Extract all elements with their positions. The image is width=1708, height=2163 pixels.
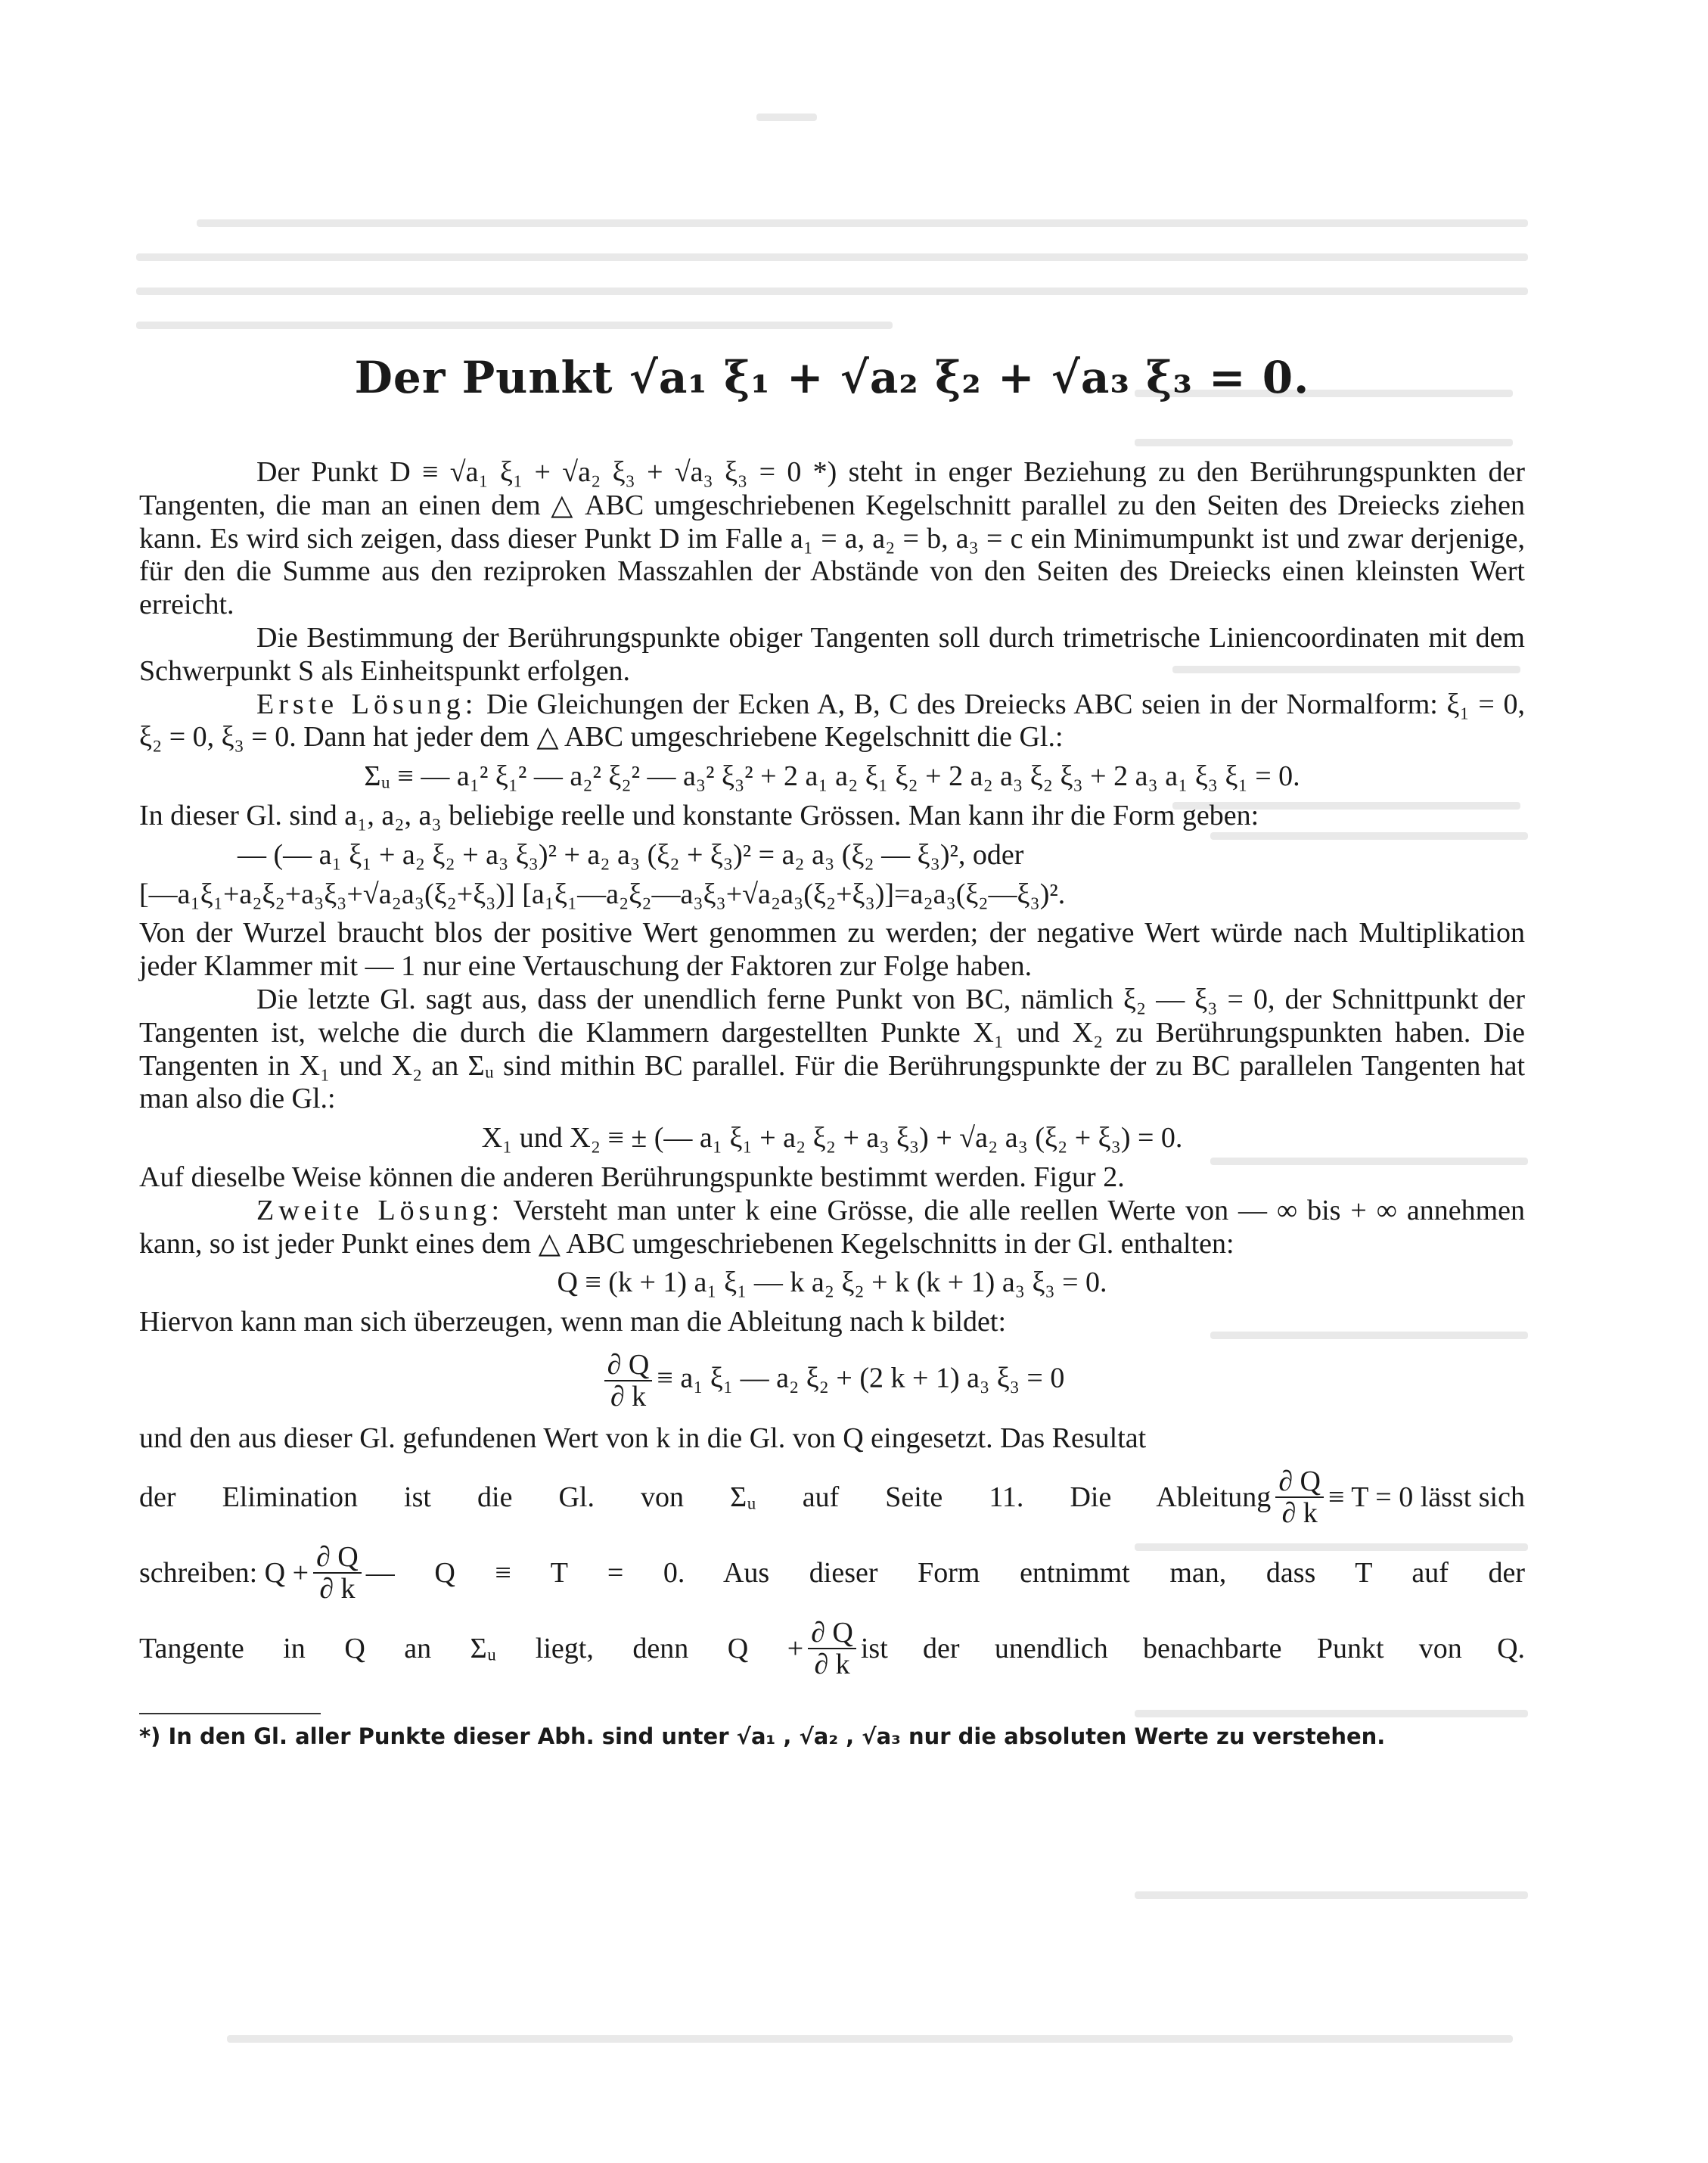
derivative-rest: ≡ a₁ ξ₁ — a₂ ξ₂ + (2 k + 1) a₃ ξ₃ = 0: [657, 1362, 1065, 1394]
first-solution-text: Die Gleichungen der Ecken A, B, C des Dreiecks ABC seien in der Normalform: ξ₁ = 0, ξ₂ = 0, ξ₃ = 0. Dann hat jeder dem △ ABC umgeschriebene Kegelschnitt die Gl.:: [139, 688, 1525, 754]
paragraph-elimination: und den aus dieser Gl. gefundenen Wert von k in die Gl. von Q eingesetzt. Das Resultat: [139, 1422, 1147, 1454]
paragraph-figure-ref: Auf dieselbe Weise können die anderen Berührungspunkte bestimmt werden. Figur 2.: [139, 1161, 1125, 1193]
paragraph-constants: In dieser Gl. sind a₁, a₂, a₃ beliebige reelle und konstante Grössen. Man kann ihr die Form geben:: [139, 799, 1259, 831]
section-title: Der Punkt √a₁ ξ₁ + √a₂ ξ₂ + √a₃ ξ₃ = 0.: [354, 352, 1310, 403]
paragraph-first-solution: [139, 688, 1525, 755]
page-content: [139, 352, 1525, 1749]
equation-factored: [—a₁ξ₁+a₂ξ₂+a₃ξ₃+√a₂a₃(ξ₂+ξ₃)] [a₁ξ₁—a₂ξ₂—a₃ξ₃+√a₂a₃(ξ₂+ξ₃)]=a₂a₃(ξ₂—ξ₃)².: [139, 878, 1066, 910]
derivative-fraction: $\frac{\partial Q}{\partial k}$: [604, 1350, 653, 1412]
paragraph-intro: Der Punkt D ≡ √a₁ ξ₁ + √a₂ ξ₃ + √a₃ ξ₃ = 0 *) steht in enger Beziehung zu den Berührungspunkten der Tangenten, die man an einen dem △ ABC umgeschriebenen Kegelschnitt parallel zu den Seiten des Dreiecks ziehen kann. Es wird sich zeigen, dass dieser Punkt D im Falle a₁ = a, a₂ = b, a₃ = c ein Minimumpunkt ist und zwar derjenige, für den die Summe aus den reziproken Masszahlen der Abstände von den Seiten des Dreiecks einen kleinsten Wert erreicht.: [139, 456, 1525, 621]
line-tangent: Tangente in Q an Σᵤ liegt, denn Q + $\frac{\partial Q}{\partial k}$ ist der unendlich benachbarte Punkt von Q.: [139, 1616, 1526, 1680]
paragraph-tangents: Die letzte Gl. sagt aus, dass der unendlich ferne Punkt von BC, nämlich ξ₂ — ξ₃ = 0, der Schnittpunkt der Tangenten ist, welche die durch die Klammern dargestellten Punkte X₁ und X₂ zu Berührungspunkten haben. Die Tangenten in X₁ und X₂ an Σᵤ sind mithin BC parallel. Für die Berührungspunkte der zu BC parallelen Tangenten hat man also die Gl.:: [139, 983, 1525, 1115]
first-solution-label: Erste Lösung:: [256, 688, 478, 720]
equation-derivative: [139, 1350, 1525, 1412]
derivative-fraction-3: $\frac{\partial Q}{\partial k}$: [313, 1542, 362, 1604]
footnote: *) In den Gl. aller Punkte dieser Abh. sind unter √a₁ , √a₂ , √a₃ nur die absoluten Werte zu verstehen.: [139, 1723, 1386, 1749]
equation-form: — (— a₁ ξ₁ + a₂ ξ₂ + a₃ ξ₃)² + a₂ a₃ (ξ₂ + ξ₃)² = a₂ a₃ (ξ₂ — ξ₃)², oder: [238, 838, 1024, 871]
derivative-fraction-4: $\frac{\partial Q}{\partial k}$: [808, 1618, 856, 1680]
paragraph-root: Von der Wurzel braucht blos der positive Wert genommen zu werden; der negative Wert würde nach Multiplikation jeder Klammer mit — 1 nur eine Vertauschung der Faktoren zur Folge haben.: [139, 917, 1525, 983]
paragraph-second-solution: [139, 1195, 1525, 1261]
line-elimination-derivative: der Elimination ist die Gl. von Σᵤ auf Seite 11. Die Ableitung $\frac{\partial Q}{\partial k}$ ≡ T = 0 lässt sich: [139, 1465, 1525, 1529]
paragraph-determination: Die Bestimmung der Berührungspunkte obiger Tangenten soll durch trimetrische Liniencoordinaten mit dem Schwerpunkt S als Einheitspunkt erfolgen.: [139, 621, 1525, 687]
second-solution-label: Zweite Lösung:: [256, 1194, 505, 1226]
line-rewrite: schreiben: Q + $\frac{\partial Q}{\partial k}$ — Q ≡ T = 0. Aus dieser Form entnimmt man, dass T auf der: [139, 1540, 1525, 1605]
equation-q: Q ≡ (k + 1) a₁ ξ₁ — k a₂ ξ₂ + k (k + 1) a₃ ξ₃ = 0.: [557, 1266, 1107, 1299]
equation-conic: Σᵤ ≡ — a₁² ξ₁² — a₂² ξ₂² — a₃² ξ₃² + 2 a₁ a₂ ξ₁ ξ₂ + 2 a₂ a₃ ξ₂ ξ₃ + 2 a₃ a₁ ξ₃ ξ₁ = 0.: [364, 760, 1300, 793]
footnote-divider: [139, 1713, 321, 1714]
second-solution-text: Versteht man unter k eine Grösse, die alle reellen Werte von — ∞ bis + ∞ annehmen kann, so ist jeder Punkt eines dem △ ABC umgeschriebenen Kegelschnitts in der Gl. enthalten:: [139, 1194, 1525, 1260]
paragraph-derivative-intro: Hiervon kann man sich überzeugen, wenn man die Ableitung nach k bildet:: [139, 1306, 1007, 1338]
derivative-fraction-2: $\frac{\partial Q}{\partial k}$: [1275, 1466, 1324, 1528]
equation-touch-points: X₁ und X₂ ≡ ± (— a₁ ξ₁ + a₂ ξ₂ + a₃ ξ₃) + √a₂ a₃ (ξ₂ + ξ₃) = 0.: [481, 1122, 1183, 1155]
